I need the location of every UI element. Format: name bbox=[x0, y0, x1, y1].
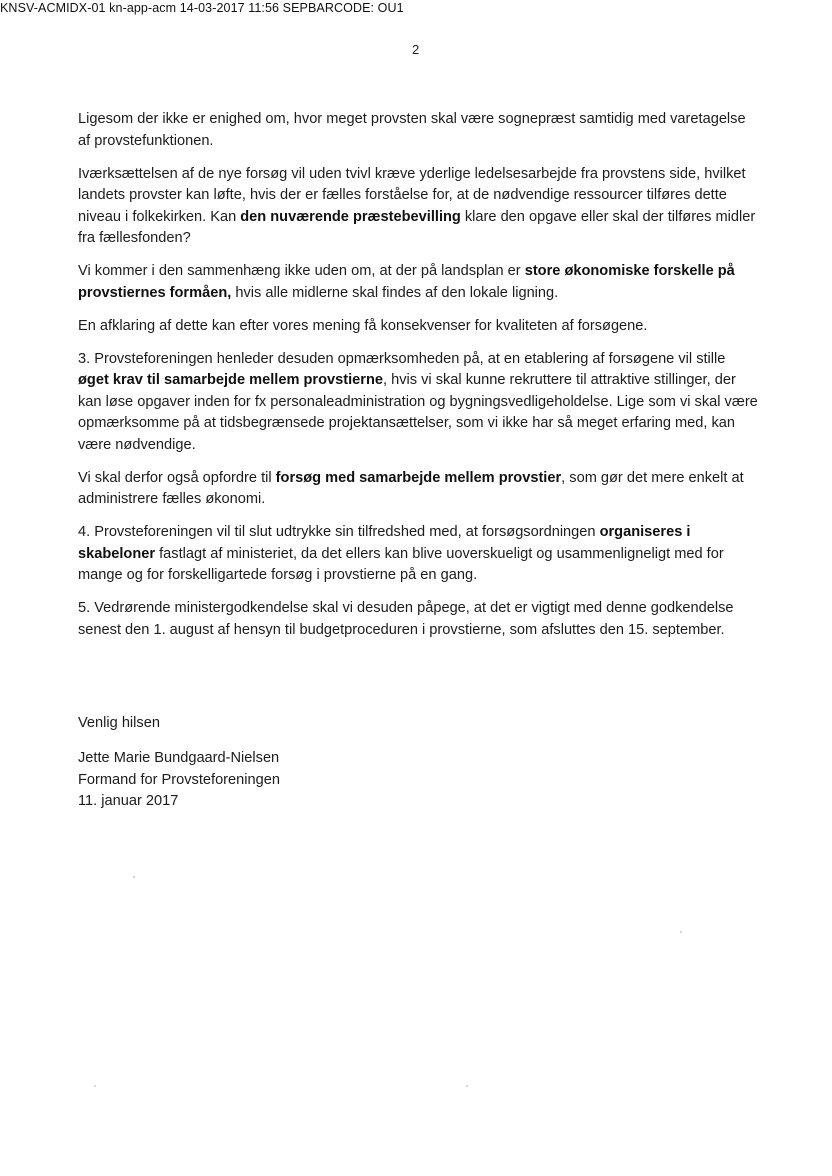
scan-speck bbox=[133, 876, 135, 878]
letter-date: 11. januar 2017 bbox=[78, 793, 179, 809]
paragraph-text: fastlagt af ministeriet, da det ellers kan blive uoverskueligt og usammenligneligt med for mange og for forskelligartede forsøg i provstierne på en gang. bbox=[78, 545, 724, 583]
emphasized-text: forsøg med samarbejde mellem provstier bbox=[275, 469, 562, 486]
emphasized-text: organiseres i skabeloner bbox=[78, 524, 691, 562]
body-paragraph bbox=[78, 522, 758, 587]
scan-speck bbox=[680, 931, 682, 933]
paragraph-text: Ligesom der ikke er enighed om, hvor meget provsten skal være sognepræst samtidig med varetagelse af provstefunktionen. bbox=[78, 111, 746, 149]
paragraph-text: hvis alle midlerne skal findes af den lokale ligning. bbox=[231, 284, 559, 301]
paragraph-text: En afklaring af dette kan efter vores mening få konsekvenser for kvaliteten af forsøgene. bbox=[78, 317, 648, 334]
scan-speck bbox=[94, 1085, 96, 1087]
signer-name: Jette Marie Bundgaard-Nielsen bbox=[78, 750, 280, 766]
paragraph-text: , som gør det mere enkelt at administrere fælles økonomi. bbox=[78, 469, 744, 507]
paragraph-text: Iværksættelsen af de nye forsøg vil uden tvivl kræve yderlige ledelsesarbejde fra provstens side, hvilket landets provster kan løfte, hvis der er fælles forståelse for, at de nødvendige ressourcer tilføres dette niveau i folkekirken. Kan bbox=[78, 165, 746, 225]
signature-block bbox=[78, 748, 478, 813]
paragraph-text: , hvis vi skal kunne rekruttere til attraktive stillinger, der kan løse opgaver inden for fx personaleadministration og bygningsvedligeholdelse. Lige som vi skal være opmærksomme på at tidsbegrænsede projektansættelser, som vi ikke har så meget erfaring med, kan være nødvendige. bbox=[78, 372, 758, 453]
paragraph-text: 4. Provsteforeningen vil til slut udtrykke sin tilfredshed med, at forsøgsordningen bbox=[78, 524, 600, 540]
paragraph-text: 3. Provsteforeningen henleder desuden opmærksomheden på, at en etablering af forsøgene vil stille bbox=[78, 350, 726, 367]
body-paragraph bbox=[78, 109, 758, 152]
body-paragraph bbox=[78, 468, 758, 511]
body-paragraph bbox=[78, 598, 758, 641]
body-paragraph bbox=[78, 261, 758, 304]
paragraph-text: Vi skal derfor også opfordre til bbox=[78, 469, 276, 486]
greeting: Venlig hilsen bbox=[78, 715, 160, 731]
body-paragraph bbox=[78, 164, 758, 250]
emphasized-text: øget krav til samarbejde mellem provstierne bbox=[78, 372, 383, 388]
letter-body bbox=[78, 109, 758, 653]
scan-speck bbox=[466, 1085, 468, 1087]
body-paragraph bbox=[78, 316, 758, 338]
paragraph-text: klare den opgave eller skal der tilføres midler fra fællesfonden? bbox=[78, 208, 756, 246]
emphasized-text: store økonomiske forskelle på provstiernes formåen, bbox=[78, 263, 735, 301]
body-paragraph bbox=[78, 349, 758, 457]
signer-title: Formand for Provsteforeningen bbox=[78, 771, 280, 788]
emphasized-text: den nuværende præstebevilling bbox=[240, 208, 461, 225]
fax-transmission-header: KNSV-ACMIDX-01 kn-app-acm 14-03-2017 11:56 SEPBARCODE: OU1 bbox=[0, 1, 404, 15]
page-number: 2 bbox=[412, 42, 420, 57]
paragraph-text: Vi kommer i den sammenhæng ikke uden om, at der på landsplan er bbox=[78, 263, 525, 279]
closing-greeting-block bbox=[78, 713, 478, 735]
paragraph-text: 5. Vedrørende ministergodkendelse skal vi desuden påpege, at det er vigtigt med denne godkendelse senest den 1. august af hensyn til budgetproceduren i provstierne, som afsluttes den 15. september. bbox=[78, 600, 734, 638]
